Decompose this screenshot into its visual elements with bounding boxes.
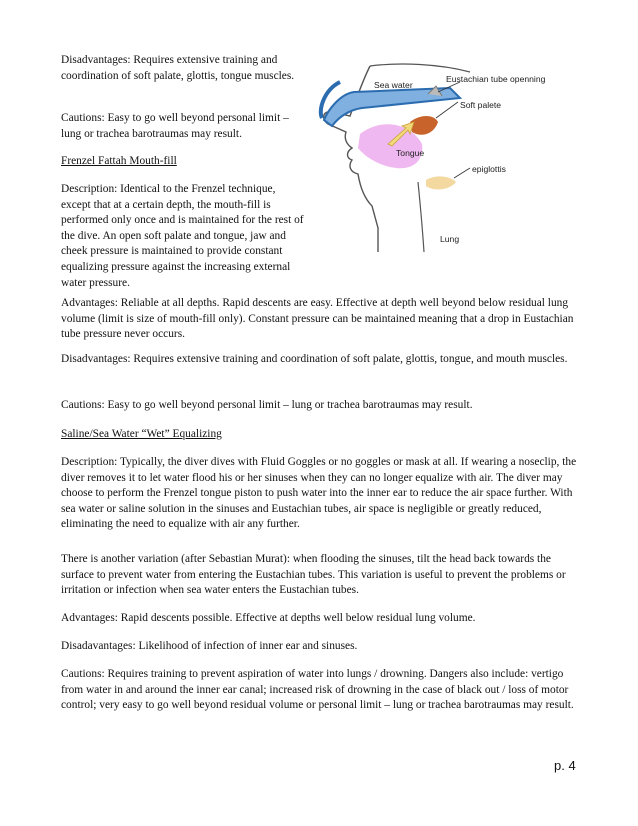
saline-description-paragraph: Description: Typically, the diver dives with Fluid Goggles or no goggles or mask at all. If wearing a noseclip, the diver removes it to let water flood his or her sinuses when they can no longer equalize with air. The diver may choose to perform the Frenzel tongue piston to push water into the inner ear to reduce the air space further. With sea water or saline solution in the sinuses and Eustachian tubes, air space is negligible or greatly reduced, eliminating the need to equalize with air any further. — [61, 456, 577, 531]
label-eustachian-tube: Eustachian tube openning — [446, 74, 546, 84]
section-heading-saline-wet: Saline/Sea Water “Wet” Equalizing — [61, 428, 222, 440]
advantages-paragraph: Advantages: Reliable at all depths. Rapid descents are easy. Effective at depth well beyond below residual lung volume (limit is size of mouth-fill only). Constant pressure can be maintained meaning that a drop in Eustachian tube pressure never occurs. — [61, 297, 574, 341]
saline-cautions-paragraph: Cautions: Requires training to prevent aspiration of water into lungs / drowning. Dangers also include: vertigo from water in and around the inner ear canal; increased risk of drowning in the case of black out / loss of motor control; very easy to go well beyond residual volume or personal limit – lung or trachea barotraumas may result. — [61, 668, 574, 712]
variation-paragraph: There is another variation (after Sebastian Murat): when flooding the sinuses, tilt the head back towards the surface to prevent water from entering the Eustachian tubes. This variation is useful to prevent the problems or irritation or infection when sea water enters the Eustachian tubes. — [61, 553, 566, 597]
disadvantages-full-paragraph: Disadvantages: Requires extensive training and coordination of soft palate, glottis, tongue, and mouth muscles. — [61, 353, 568, 365]
soft-palate-shape — [410, 116, 438, 135]
disadvantages-paragraph: Disadvantages: Requires extensive training and coordination of soft palate, glottis, tongue muscles. — [61, 54, 295, 82]
label-epiglottis: epiglottis — [472, 164, 506, 174]
label-soft-palete: Soft palete — [460, 100, 502, 110]
label-tongue: Tongue — [396, 148, 425, 158]
epiglottis-leader-line — [454, 168, 470, 178]
label-sea-water: Sea water — [374, 80, 413, 90]
saline-advantages-paragraph: Advantages: Rapid descents possible. Effective at depths well below residual lung volume. — [61, 612, 476, 624]
page-number: p. 4 — [554, 758, 576, 773]
section-heading-frenzel-fattah: Frenzel Fattah Mouth-fill — [61, 155, 177, 167]
skull-outline — [370, 64, 470, 72]
epiglottis-shape — [426, 176, 456, 189]
head-anatomy-diagram — [310, 52, 590, 262]
soft-palete-leader-line — [436, 102, 458, 118]
label-lung: Lung — [440, 234, 460, 244]
head-anatomy-figure — [310, 52, 590, 262]
saline-disadvantages-paragraph: Disadavantages: Likelihood of infection of inner ear and sinuses. — [61, 640, 358, 652]
cautions-full-paragraph: Cautions: Easy to go well beyond personal limit – lung or trachea barotraumas may result. — [61, 399, 473, 411]
cautions-paragraph: Cautions: Easy to go well beyond personal limit – lung or trachea barotraumas may result. — [61, 112, 289, 140]
description-paragraph: Description: Identical to the Frenzel technique, except that at a certain depth, the mouth-fill is performed only once and is maintained for the rest of the dive. An open soft palate and tongue, jaw and cheek pressure is maintained to provide constant equalizing pressure against the increasing external water pressure. — [61, 183, 304, 289]
throat-outline — [418, 182, 424, 252]
